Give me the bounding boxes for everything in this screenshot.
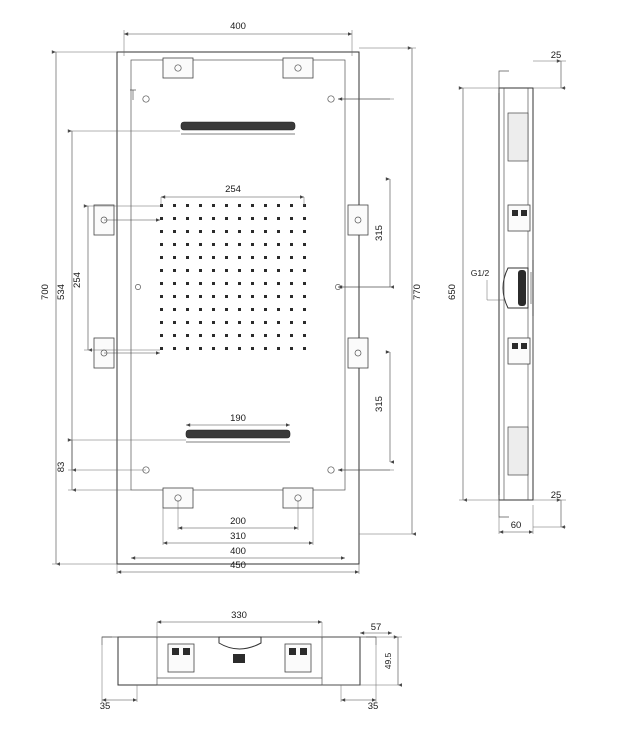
side-cavity-lower [508, 427, 528, 475]
dim-450: 450 [230, 560, 246, 571]
side-connection-core [518, 270, 526, 306]
side-nozzle-dot-u1 [512, 210, 518, 216]
thread-label-g12: G1/2 [470, 268, 490, 278]
dim-top-400: 400 [230, 21, 246, 32]
jet-row [160, 321, 306, 324]
bottom-nozzle-dot-l2 [183, 648, 190, 655]
dim-254-width: 254 [225, 184, 241, 195]
jet-row [160, 217, 306, 220]
thread-leader [487, 280, 505, 300]
side-view [447, 50, 566, 534]
dim-254-height: 254 [72, 272, 83, 288]
center-port-left [135, 284, 140, 289]
jet-row [160, 295, 306, 298]
bracket-top-left [163, 58, 193, 78]
dim-83: 83 [56, 461, 67, 473]
dim-315-upper: 315 [374, 225, 385, 241]
dim-35-left: 35 [99, 701, 111, 712]
cascade-slot-upper [181, 122, 295, 130]
jet-row [160, 269, 306, 272]
side-nozzle-dot-l2 [521, 343, 527, 349]
side-nozzle-block-upper [508, 205, 530, 231]
side-nozzle-block-lower [508, 338, 530, 364]
bottom-view [100, 610, 402, 712]
jet-row [160, 334, 306, 337]
bottom-flanges [102, 637, 376, 645]
bracket-side-right-upper [348, 205, 368, 235]
screw-bottom-right [328, 467, 334, 473]
dim-bottom-400: 400 [230, 546, 246, 557]
bracket-top-right [283, 58, 313, 78]
side-cavity-upper [508, 113, 528, 161]
dim-700: 700 [40, 284, 51, 300]
bottom-nozzle-dot-l1 [172, 648, 179, 655]
side-nozzle-dot-u2 [521, 210, 527, 216]
bottom-nozzle-dot-r1 [289, 648, 296, 655]
jet-row [160, 282, 306, 285]
rain-jet-field [160, 204, 306, 350]
jet-row [160, 230, 306, 233]
dim-770: 770 [412, 284, 423, 300]
dim-534: 534 [56, 284, 67, 300]
dim-200: 200 [230, 516, 246, 527]
screw-top-right [328, 96, 334, 102]
dim-35-right: 35 [367, 701, 379, 712]
bracket-side-right-lower [348, 338, 368, 368]
side-nozzle-dot-l1 [512, 343, 518, 349]
dim-57: 57 [370, 622, 382, 633]
dim-315-lower: 315 [374, 396, 385, 412]
front-view [40, 21, 423, 574]
dim-310: 310 [230, 531, 246, 542]
dim-190: 190 [230, 413, 246, 424]
dim-49-5: 49.5 [383, 652, 393, 670]
bottom-connection-core [233, 654, 245, 663]
jet-row [160, 308, 306, 311]
dim-60: 60 [510, 520, 522, 531]
bottom-nozzle-block-left [168, 644, 194, 672]
dim-side-25-bottom: 25 [550, 490, 562, 501]
jet-row [160, 347, 306, 350]
dim-side-25-top: 25 [550, 50, 562, 61]
bottom-connection-shape [219, 637, 261, 649]
bottom-nozzle-block-right [285, 644, 311, 672]
jet-row [160, 243, 306, 246]
dim-650: 650 [447, 284, 458, 300]
screw-top-left [143, 96, 149, 102]
bottom-nozzle-dot-r2 [300, 648, 307, 655]
jet-row [160, 204, 306, 207]
cascade-slot-lower [186, 430, 290, 438]
jet-row [160, 256, 306, 259]
dim-330: 330 [231, 610, 247, 621]
